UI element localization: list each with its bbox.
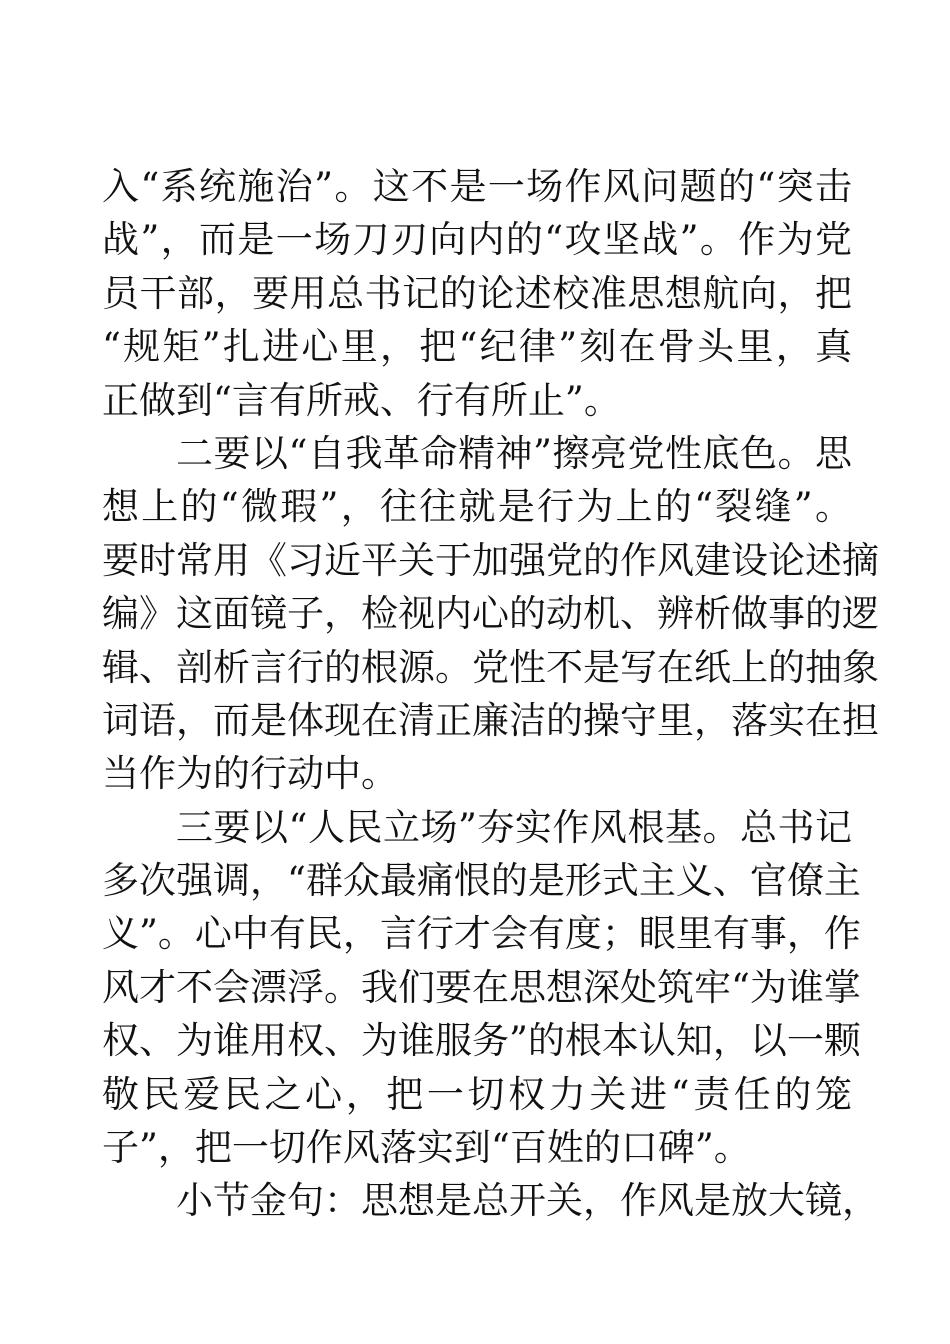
text-line: 子”，把一切作风落实到“百姓的口碑”。 — [102, 1126, 751, 1170]
text-line: 权、为谁用权、为谁服务”的根本认知，以一颗 — [102, 1019, 861, 1063]
text-line: 敬民爱民之心，把一切权力关进“责任的笼 — [102, 1072, 852, 1116]
text-line: 正做到“言有所戒、行有所止”。 — [102, 378, 621, 422]
text-line: 要时常用《习近平关于加强党的作风建设论述摘 — [102, 538, 879, 582]
text-line: 战”，而是一场刀刃向内的“攻坚战”。作为党 — [102, 218, 852, 262]
text-line: 风才不会漂浮。我们要在思想深处筑牢“为谁掌 — [102, 965, 861, 1009]
text-line: 想上的“微瑕”，往往就是行为上的“裂缝”。 — [102, 485, 852, 529]
body-text — [102, 160, 879, 1228]
text-line: 义”。心中有民，言行才会有度；眼里有事，作 — [102, 912, 861, 956]
text-line: 编》这面镜子，检视内心的动机、辨析做事的逻 — [102, 592, 879, 636]
text-line: 当作为的行动中。 — [102, 752, 398, 796]
text-line: 员干部，要用总书记的论述校准思想航向，把 — [102, 271, 852, 315]
text-line: “规矩”扎进心里，把“纪律”刻在骨头里，真 — [102, 325, 852, 369]
text-line: 多次强调，“群众最痛恨的是形式主义、官僚主 — [102, 859, 861, 903]
paragraph-first-line: 二要以“自我革命精神”擦亮党性底色。思 — [176, 431, 852, 475]
text-line: 辑、剖析言行的根源。党性不是写在纸上的抽象 — [102, 645, 879, 689]
paragraph-first-line: 三要以“人民立场”夯实作风根基。总书记 — [176, 805, 852, 849]
text-line: 词语，而是体现在清正廉洁的操守里，落实在担 — [102, 698, 879, 742]
text-line: 入“系统施治”。这不是一场作风问题的“突击 — [102, 165, 852, 208]
paragraph-first-line: 小节金句：思想是总开关，作风是放大镜， — [176, 1179, 879, 1223]
